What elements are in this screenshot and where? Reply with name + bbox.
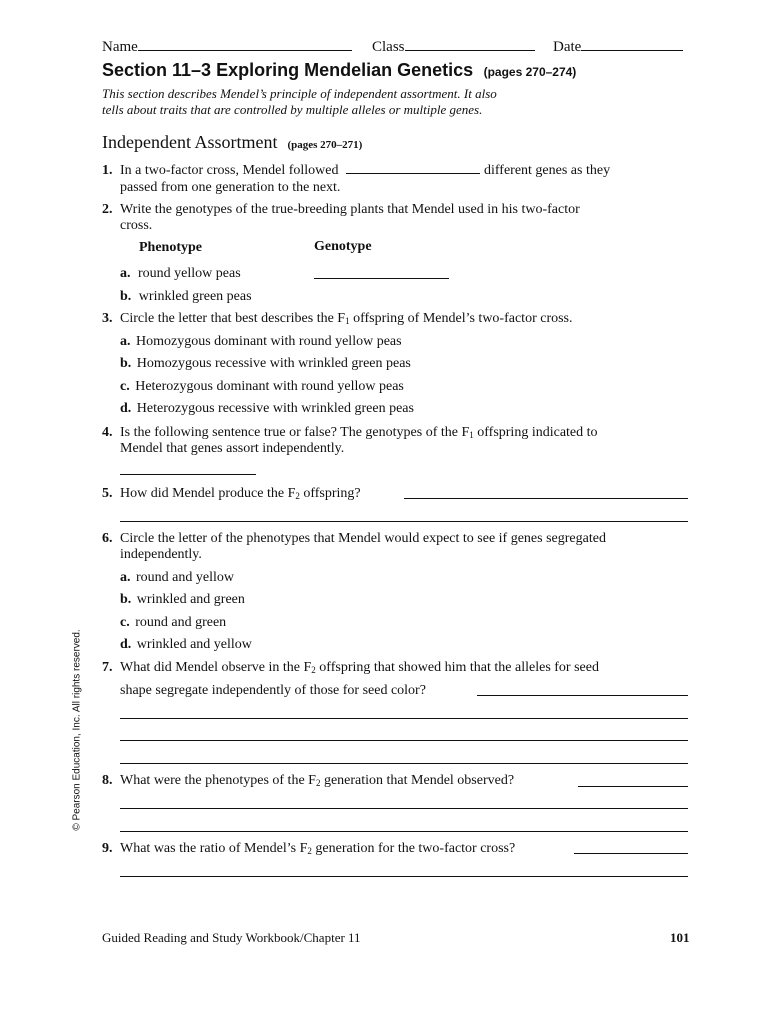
q6-option-c[interactable]: c. round and green: [120, 615, 227, 630]
name-label: Name: [102, 39, 138, 55]
question-9: [102, 840, 515, 857]
question-text: Circle the letter that best describes the $F_1$ offspring of Mendel’s two-factor cross.: [120, 311, 573, 326]
name-field: [102, 36, 352, 56]
question-number: 6.: [102, 531, 113, 546]
question-3: [102, 310, 573, 327]
question-2: [102, 201, 580, 218]
answer-blank-q9[interactable]: [574, 853, 688, 854]
answer-line-q7-1[interactable]: [120, 718, 688, 719]
section-intro: [102, 86, 497, 118]
question-text-cont: different genes as they: [483, 163, 611, 178]
section-title: Section 11–3 Exploring Mendelian Genetics: [102, 60, 474, 80]
answer-blank-q8[interactable]: [578, 786, 688, 787]
option-text: wrinkled green peas: [138, 289, 252, 304]
answer-line-q7-3[interactable]: [120, 763, 688, 764]
intro-line-1: This section describes Mendel’s principle of independent assortment. It also: [102, 86, 497, 101]
q3-option-d[interactable]: d. Heterozygous recessive with wrinkled green peas: [120, 401, 414, 416]
subsection-heading: [102, 132, 362, 153]
class-field: [372, 36, 535, 56]
question-number: 4.: [102, 425, 113, 440]
question-text: Circle the letter of the phenotypes that Mendel would expect to see if genes segregated: [120, 531, 606, 546]
question-2-line2: cross.: [120, 218, 153, 233]
q6-option-d[interactable]: d. wrinkled and yellow: [120, 637, 252, 652]
subsection-pages: (pages 270–271): [287, 139, 363, 151]
intro-line-2: tells about traits that are controlled by multiple alleles or multiple genes.: [102, 102, 483, 117]
answer-line-q5[interactable]: [120, 521, 688, 522]
section-pages: (pages 270–274): [483, 65, 577, 79]
answer-blank[interactable]: [346, 159, 480, 174]
genotype-blank-a[interactable]: [314, 278, 449, 279]
answer-blank-q5[interactable]: [404, 498, 688, 499]
question-7: [102, 659, 599, 676]
date-field: [553, 36, 683, 56]
date-blank[interactable]: [581, 36, 683, 51]
section-heading: [102, 60, 576, 81]
question-1: [102, 159, 610, 179]
class-blank[interactable]: [405, 36, 535, 51]
question-text: Is the following sentence true or false? The genotypes of the $F_1$ offspring indicated to: [120, 425, 598, 440]
q3-option-a[interactable]: a. Homozygous dominant with round yellow peas: [120, 334, 402, 349]
option-letter: a.: [120, 266, 131, 281]
genotype-header: Genotype: [314, 239, 372, 254]
date-label: Date: [553, 39, 582, 55]
answer-line-q8-1[interactable]: [120, 808, 688, 809]
question-number: 3.: [102, 311, 113, 326]
phenotype-header: Phenotype: [139, 240, 202, 255]
question-8: [102, 772, 514, 789]
question-number: 1.: [102, 163, 113, 178]
question-number: 7.: [102, 660, 113, 675]
page-number: 101: [670, 930, 690, 945]
q2-option-b: [120, 288, 252, 305]
question-5: [102, 485, 361, 502]
question-6-line2: independently.: [120, 547, 202, 562]
question-text: How did Mendel produce the $F_2$ offspring?: [120, 486, 361, 501]
question-4: [102, 424, 598, 441]
question-text: What was the ratio of Mendel’s $F_2$ generation for the two-factor cross?: [120, 841, 516, 856]
answer-line-q7-2[interactable]: [120, 740, 688, 741]
q3-option-c[interactable]: c. Heterozygous dominant with round yellow peas: [120, 379, 404, 394]
option-text: round yellow peas: [138, 266, 241, 281]
class-label: Class: [372, 39, 405, 55]
question-number: 9.: [102, 841, 113, 856]
question-6: [102, 530, 606, 547]
footer-left: Guided Reading and Study Workbook/Chapter 11: [102, 930, 361, 945]
answer-blank-q7[interactable]: [477, 695, 688, 696]
question-text: What were the phenotypes of the $F_2$ generation that Mendel observed?: [120, 773, 515, 788]
name-blank[interactable]: [138, 36, 352, 51]
question-number: 5.: [102, 486, 113, 501]
copyright-text: © Pearson Education, Inc. All rights reserved.: [71, 629, 83, 831]
answer-line-q8-2[interactable]: [120, 831, 688, 832]
subsection-title: Independent Assortment: [102, 132, 278, 152]
question-text: What did Mendel observe in the $F_2$ offspring that showed him that the alleles for seed: [120, 660, 599, 675]
question-text: Write the genotypes of the true-breeding plants that Mendel used in his two-factor: [120, 202, 580, 217]
question-number: 8.: [102, 773, 113, 788]
answer-blank-q4[interactable]: [120, 474, 256, 475]
question-7-line2: shape segregate independently of those for seed color?: [120, 683, 426, 698]
q6-option-b[interactable]: b. wrinkled and green: [120, 592, 245, 607]
option-letter: b.: [120, 289, 132, 304]
q6-option-a[interactable]: a. round and yellow: [120, 570, 234, 585]
question-4-line2: Mendel that genes assort independently.: [120, 441, 345, 456]
question-text: In a two-factor cross, Mendel followed: [120, 163, 339, 178]
q3-option-b[interactable]: b. Homozygous recessive with wrinkled green peas: [120, 356, 411, 371]
question-1-line2: passed from one generation to the next.: [120, 180, 341, 195]
question-number: 2.: [102, 202, 113, 217]
q2-option-a: [120, 265, 241, 282]
answer-line-q9[interactable]: [120, 876, 688, 877]
